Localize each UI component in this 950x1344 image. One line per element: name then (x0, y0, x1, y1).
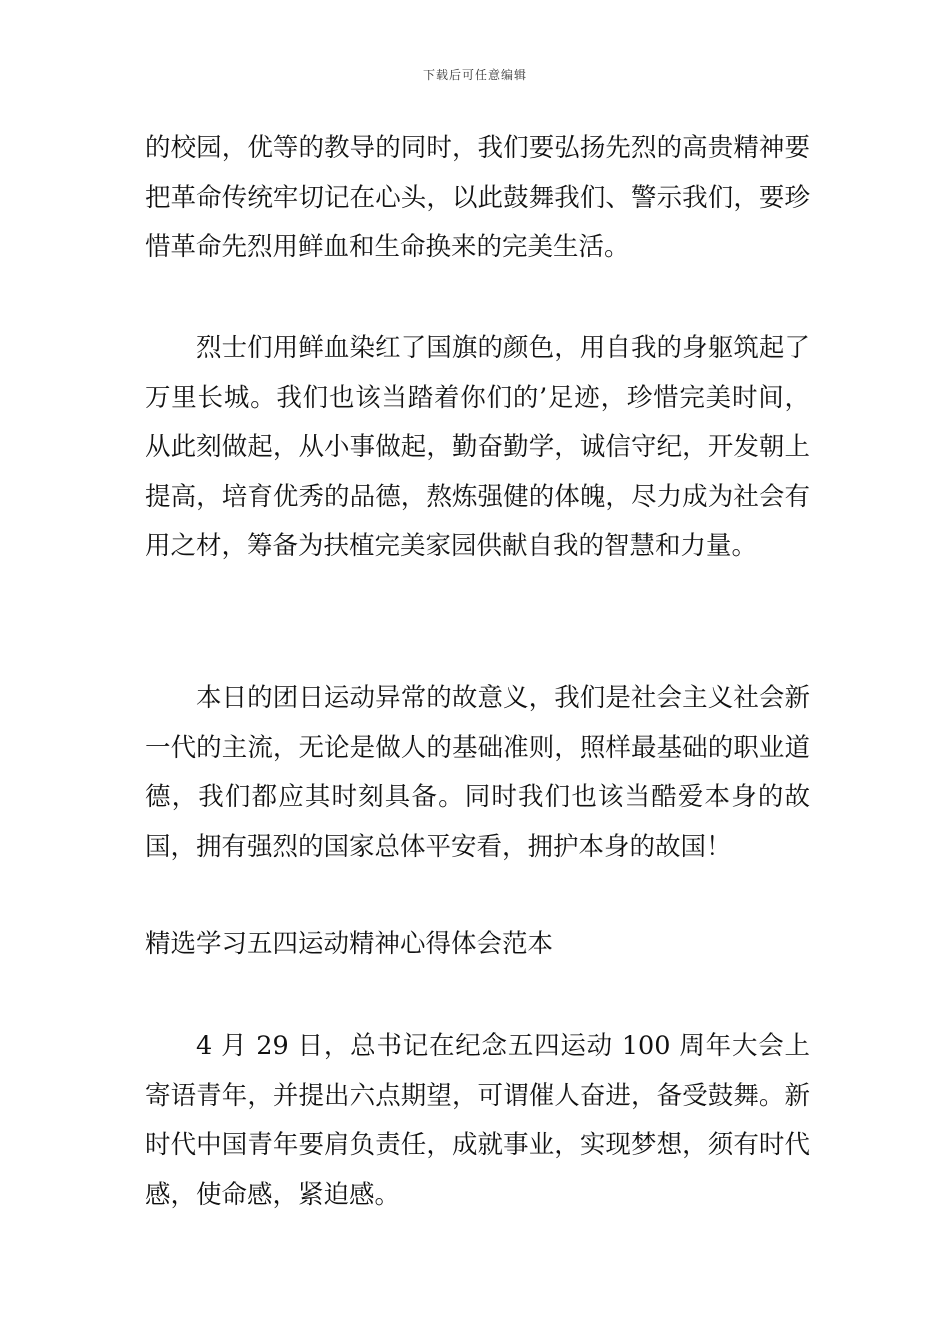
paragraph-2: 烈士们用鲜血染红了国旗的颜色，用自我的身躯筑起了万里长城。我们也该当踏着你们的’足迹，珍惜完美时间，从此刻做起，从小事做起，勤奋勤学，诚信守纪，开发朝上提高，培育优秀的品德，熬炼强健的体魄，尽力成为社会有用之材，筹备为扶植完美家园供献自我的智慧和力量。 (145, 333, 810, 561)
paragraph-3: 本日的团日运动异常的故意义，我们是社会主义社会新一代的主流，无论是做人的基础准则，照样最基础的职业道德，我们都应其时刻具备。同时我们也该当酷爱本身的故国，拥有强烈的国家总体平安看，拥护本身的故国！ (145, 683, 810, 862)
section-heading: 精选学习五四运动精神心得体会范本 (145, 929, 554, 959)
paragraph-4: 4 月 29 日，总书记在纪念五四运动 100 周年大会上寄语青年，并提出六点期望，可谓催人奋进，备受鼓舞。新时代中国青年要肩负责任，成就事业，实现梦想，须有时代感，使命感，紧迫感。 (145, 1031, 810, 1210)
header-note: 下载后可任意编辑 (422, 68, 527, 82)
paragraph-1: 的校园，优等的教导的同时，我们要弘扬先烈的高贵精神要把革命传统牢切记在心头，以此鼓舞我们、警示我们，要珍惜革命先烈用鲜血和生命换来的完美生活。 (145, 133, 810, 262)
